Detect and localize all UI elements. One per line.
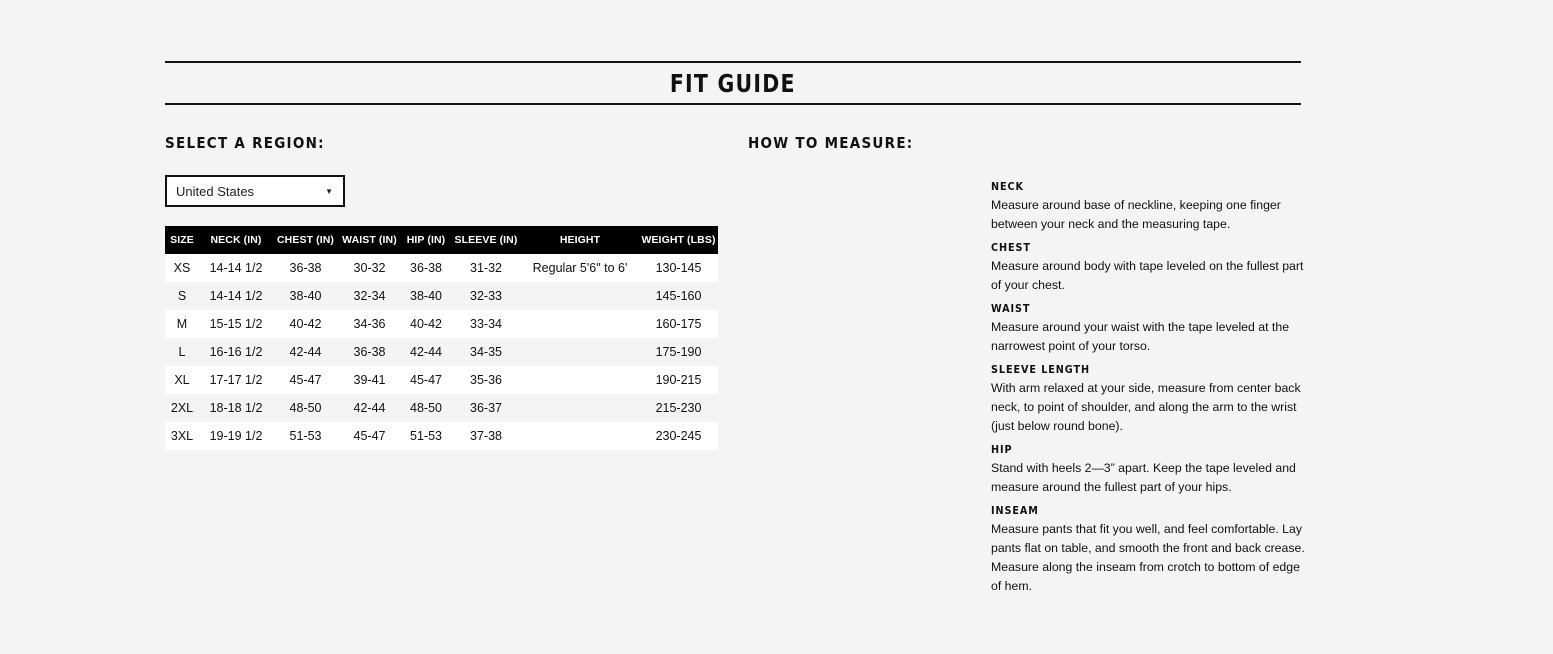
table-cell [521, 282, 639, 310]
instruction-text: Measure around base of neckline, keeping one finger between your neck and the measuring tape. [991, 198, 1281, 231]
column-header-waist: WAIST (IN) [338, 226, 401, 254]
table-cell: 48-50 [273, 394, 338, 422]
table-cell: 130-145 [639, 254, 718, 282]
table-cell: 40-42 [401, 310, 451, 338]
region-select[interactable] [165, 175, 345, 207]
table-cell [521, 338, 639, 366]
table-cell: S [165, 282, 199, 310]
table-cell: 51-53 [273, 422, 338, 450]
instruction-neck [991, 181, 1306, 234]
instruction-sleeve-length [991, 364, 1306, 436]
instruction-text: Measure around body with tape leveled on the fullest part of your chest. [991, 259, 1304, 292]
measure-instructions [991, 181, 1306, 604]
table-cell: 230-245 [639, 422, 718, 450]
table-row [165, 282, 718, 310]
table-cell: 42-44 [338, 394, 401, 422]
table-cell: 145-160 [639, 282, 718, 310]
table-cell: 160-175 [639, 310, 718, 338]
table-cell: 31-32 [451, 254, 521, 282]
table-row [165, 254, 718, 282]
table-cell: 33-34 [451, 310, 521, 338]
table-row [165, 394, 718, 422]
table-cell: 37-38 [451, 422, 521, 450]
table-cell: 40-42 [273, 310, 338, 338]
table-cell: 16-16 1/2 [199, 338, 273, 366]
column-header-chest: CHEST (IN) [273, 226, 338, 254]
table-row [165, 310, 718, 338]
table-cell: 45-47 [401, 366, 451, 394]
instruction-title: SLEEVE LENGTH [991, 364, 1090, 376]
fit-guide [165, 61, 1305, 593]
column-header-hip: HIP (IN) [401, 226, 451, 254]
table-cell [521, 310, 639, 338]
table-cell: 42-44 [273, 338, 338, 366]
table-cell: 34-35 [451, 338, 521, 366]
table-cell: 45-47 [273, 366, 338, 394]
table-cell: XL [165, 366, 199, 394]
table-cell: 15-15 1/2 [199, 310, 273, 338]
table-cell [521, 394, 639, 422]
table-header-row [165, 226, 718, 254]
table-cell: 14-14 1/2 [199, 282, 273, 310]
column-header-height: HEIGHT [521, 226, 639, 254]
table-cell: 175-190 [639, 338, 718, 366]
instruction-waist [991, 303, 1306, 356]
column-header-neck: NECK (IN) [199, 226, 273, 254]
instruction-text: Measure around your waist with the tape leveled at the narrowest point of your torso. [991, 320, 1290, 353]
table-cell: XS [165, 254, 199, 282]
title-bar [165, 61, 1301, 105]
table-row [165, 338, 718, 366]
instruction-title: CHEST [991, 242, 1031, 254]
table-cell: 30-32 [338, 254, 401, 282]
table-cell: 215-230 [639, 394, 718, 422]
instruction-text: Measure pants that fit you well, and feel comfortable. Lay pants flat on table, and smooth the front and back crease. Measure along the inseam from crotch to bottom of edge of hem. [991, 522, 1305, 593]
table-cell: 190-215 [639, 366, 718, 394]
table-cell: 32-33 [451, 282, 521, 310]
how-to-measure-heading: HOW TO MEASURE: [748, 134, 914, 152]
table-cell: M [165, 310, 199, 338]
table-cell: 18-18 1/2 [199, 394, 273, 422]
table-row [165, 422, 718, 450]
region-heading: SELECT A REGION: [165, 134, 325, 152]
column-header-weight: WEIGHT (LBS) [639, 226, 718, 254]
instruction-hip [991, 444, 1306, 497]
table-cell: 17-17 1/2 [199, 366, 273, 394]
table-cell: 36-37 [451, 394, 521, 422]
table-cell: 36-38 [273, 254, 338, 282]
table-cell [521, 422, 639, 450]
instruction-title: INSEAM [991, 505, 1039, 517]
instruction-text: Stand with heels 2—3” apart. Keep the tape leveled and measure around the fullest part of your hips. [991, 461, 1296, 494]
instruction-inseam [991, 505, 1306, 596]
instruction-text: With arm relaxed at your side, measure from center back neck, to point of shoulder, and along the arm to the wrist (just below round bone). [991, 381, 1301, 433]
table-cell: 35-36 [451, 366, 521, 394]
column-header-size: SIZE [165, 226, 199, 254]
table-cell: 36-38 [401, 254, 451, 282]
page-title: FIT GUIDE [670, 68, 796, 98]
size-table [165, 226, 718, 450]
table-cell: 38-40 [273, 282, 338, 310]
table-cell [521, 366, 639, 394]
table-cell: 36-38 [338, 338, 401, 366]
instruction-chest [991, 242, 1306, 295]
table-cell: 48-50 [401, 394, 451, 422]
table-row [165, 366, 718, 394]
table-cell: Regular 5'6" to 6' [521, 254, 639, 282]
instruction-title: HIP [991, 444, 1013, 456]
instruction-title: NECK [991, 181, 1024, 193]
table-cell: 14-14 1/2 [199, 254, 273, 282]
table-cell: L [165, 338, 199, 366]
region-select-value: United States [176, 183, 255, 199]
table-cell: 51-53 [401, 422, 451, 450]
table-cell: 19-19 1/2 [199, 422, 273, 450]
table-cell: 2XL [165, 394, 199, 422]
table-cell: 34-36 [338, 310, 401, 338]
table-cell: 39-41 [338, 366, 401, 394]
table-cell: 42-44 [401, 338, 451, 366]
table-cell: 38-40 [401, 282, 451, 310]
table-cell: 3XL [165, 422, 199, 450]
chevron-down-icon: ▼ [325, 187, 333, 196]
table-cell: 45-47 [338, 422, 401, 450]
instruction-title: WAIST [991, 303, 1031, 315]
table-cell: 32-34 [338, 282, 401, 310]
column-header-sleeve: SLEEVE (IN) [451, 226, 521, 254]
